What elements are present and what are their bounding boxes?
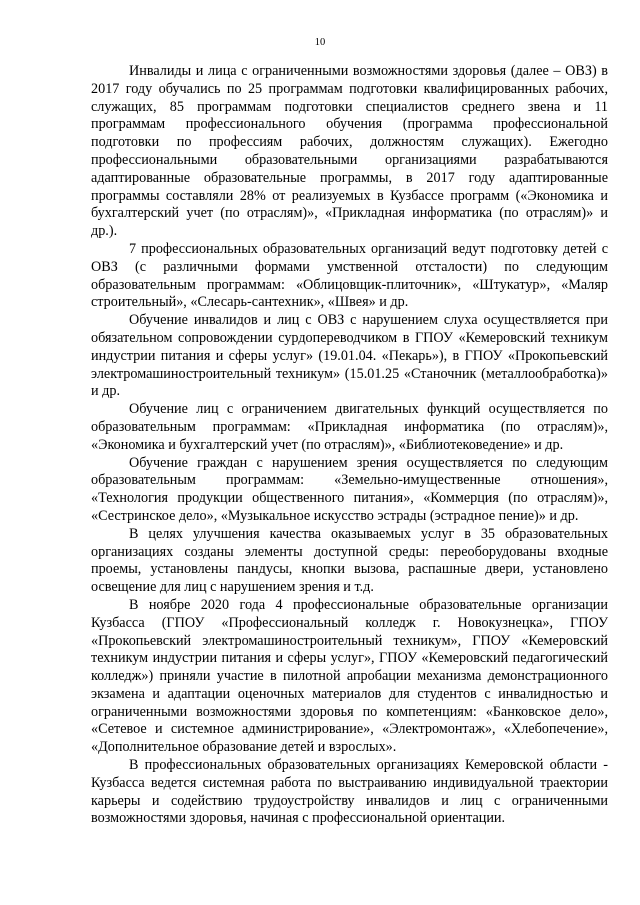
- paragraph-hearing-impaired: Обучение инвалидов и лиц с ОВЗ с нарушением слуха осуществляется при обязательном сопровождении сурдопереводчиком в ГПОУ «Кемеровский техникум индустрии питания и сферы услуг» (19.01.04. «Пекарь»), в ГПОУ «Прокопьевский электромашиностроительный техникум» (15.01.25 «Станочник (металлообработка)» и др.: [91, 312, 608, 400]
- paragraph-vision-impaired: Обучение граждан с нарушением зрения осуществляется по следующим образовательным программам: «Земельно-имущественные отношения», «Технология продукции общественного питания», «Коммерция (по отраслям)», «Сестринское дело», «Музыкальное искусство эстрады (эстрадное пение)» и др.: [91, 454, 608, 524]
- paragraph-mental-disability-training: 7 профессиональных образовательных организаций ведут подготовку детей с ОВЗ (с различными формами умственной отсталости) по следующим образовательным программам: «Облицовщик-плиточник», «Штукатур», «Маляр строительный», «Слесарь-сантехник», «Швея» и др.: [91, 240, 608, 311]
- paragraph-career-guidance: В профессиональных образовательных организациях Кемеровской области - Кузбасса ведется системная работа по выстраиванию индивидуальной траектории карьеры и содействию трудоустройству инвалидов и лиц с ограниченными возможностями здоровья, начиная с профессиональной ориентации.: [91, 757, 608, 827]
- paragraph-ovz-programs: Инвалиды и лица с ограниченными возможностями здоровья (далее – ОВЗ) в 2017 году обучались по 25 программам подготовки квалифицированных рабочих, служащих, 85 программам подготовки специалистов среднего звена и 11 программам профессионального обучения (программа профессиональной подготовки по профессиям рабочих, должностям служащих). Ежегодно профессиональными образовательными организациями разрабатываются адаптированные образовательные программы, в 2017 году адаптированные программы составляли 28% от реализуемых в Кузбассе программ («Экономика и бухгалтерский учет (по отраслям)», «Прикладная информатика (по отраслям)» и др.).: [91, 63, 608, 240]
- paragraph-accessible-environment: В целях улучшения качества оказываемых услуг в 35 образовательных организациях созданы элементы доступной среды: переоборудованы входные проемы, установлены пандусы, кнопки вызова, распашные двери, установлено освещение для лиц с нарушением зрения и т.д.: [91, 525, 608, 596]
- paragraph-demo-exam-pilot: В ноябре 2020 года 4 профессиональные образовательные организации Кузбасса (ГПОУ «Профессиональный колледж г. Новокузнецка», ГПОУ «Прокопьевский электромашиностроительный техникум», ГПОУ «Кемеровский техникум индустрии питания и сферы услуг», ГПОУ «Кемеровский педагогический колледж») приняли участие в пилотной апробации механизма демонстрационного экзамена и адаптации оценочных материалов для студентов с инвалидностью и ограниченными возможностями здоровья по компетенциям: «Банковское дело», «Сетевое и системное администрирование», «Электромонтаж», «Хлебопечение», «Дополнительное образование детей и взрослых».: [91, 596, 608, 756]
- page-number: 10: [314, 37, 326, 48]
- document-body: [91, 63, 608, 828]
- paragraph-motor-impaired: Обучение лиц с ограничением двигательных функций осуществляется по образовательным программам: «Прикладная информатика (по отраслям)», «Экономика и бухгалтерский учет (по отраслям)», «Библиотековедение» и др.: [91, 401, 608, 453]
